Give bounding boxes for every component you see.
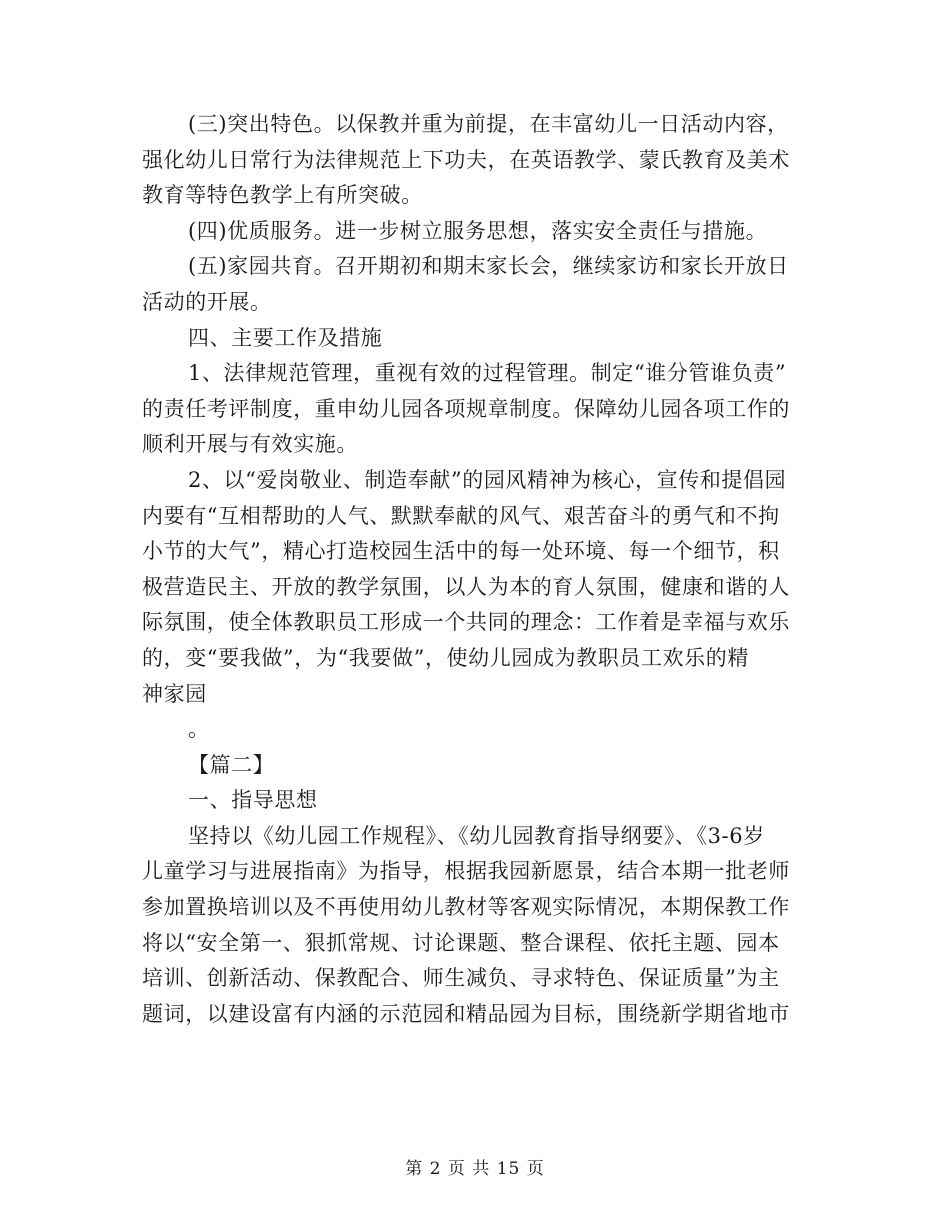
- text-line: 小节的大气”，精心打造校园生活中的每一处环境、每一个细节，积: [142, 539, 780, 564]
- text-line: 神家园: [142, 681, 207, 706]
- text-line: 活动的开展。: [142, 289, 272, 314]
- text-line: 的责任考评制度，重申幼儿园各项规章制度。保障幼儿园各项工作的: [142, 396, 790, 421]
- text-line: 1、法律规范管理，重视有效的过程管理。制定“谁分管谁负责”: [188, 361, 787, 386]
- text-line: 强化幼儿日常行为法律规范上下功夫，在英语教学、蒙氏教育及美术: [142, 147, 790, 172]
- text-line: (五)家园共育。召开期初和期末家长会，继续家访和家长开放日: [188, 254, 789, 279]
- text-line: 顺利开展与有效实施。: [142, 432, 358, 457]
- text-line: 题词，以建设富有内涵的示范园和精品园为目标，围绕新学期省地市: [142, 1001, 790, 1026]
- text-line: 内要有“互相帮助的人气、默默奉献的风气、艰苦奋斗的勇气和不拘: [142, 503, 780, 528]
- text-line: 一、指导思想: [188, 788, 318, 813]
- text-line: 的，变“要我做”，为“我要做”，使幼儿园成为教职员工欢乐的精: [142, 645, 749, 670]
- text-line: 儿童学习与进展指南》为指导，根据我园新愿景，结合本期一批老师: [142, 859, 790, 884]
- text-line: 四、主要工作及措施: [188, 325, 383, 350]
- text-line: 坚持以《幼儿园工作规程》、《幼儿园教育指导纲要》、《3-6岁: [188, 823, 765, 848]
- text-line: 参加置换培训以及不再使用幼儿教材等客观实际情况，本期保教工作: [142, 895, 790, 920]
- text-line: 教育等特色教学上有所突破。: [142, 183, 423, 208]
- text-line: (三)突出特色。以保教并重为前提，在丰富幼儿一日活动内容，: [188, 112, 789, 136]
- page-footer: 第 2 页 共 15 页: [405, 1159, 545, 1179]
- text-line: 极营造民主、开放的教学氛围，以人为本的育人氛围，健康和谐的人: [142, 574, 790, 599]
- text-line: 2、以“爱岗敬业、制造奉献”的园风精神为核心，宣传和提倡园: [188, 467, 787, 492]
- text-line: 【篇二】: [188, 752, 275, 777]
- document-body: [142, 107, 802, 1032]
- text-line: 将以“安全第一、狠抓常规、讨论课题、整合课程、依托主题、园本: [142, 930, 780, 955]
- text-line: 。: [188, 717, 210, 742]
- text-line: 培训、创新活动、保教配合、师生减负、寻求特色、保证质量”为主: [142, 966, 780, 991]
- text-line: 际氛围，使全体教职员工形成一个共同的理念：工作着是幸福与欢乐: [142, 610, 790, 635]
- text-line: (四)优质服务。进一步树立服务思想，落实安全责任与措施。: [188, 218, 768, 243]
